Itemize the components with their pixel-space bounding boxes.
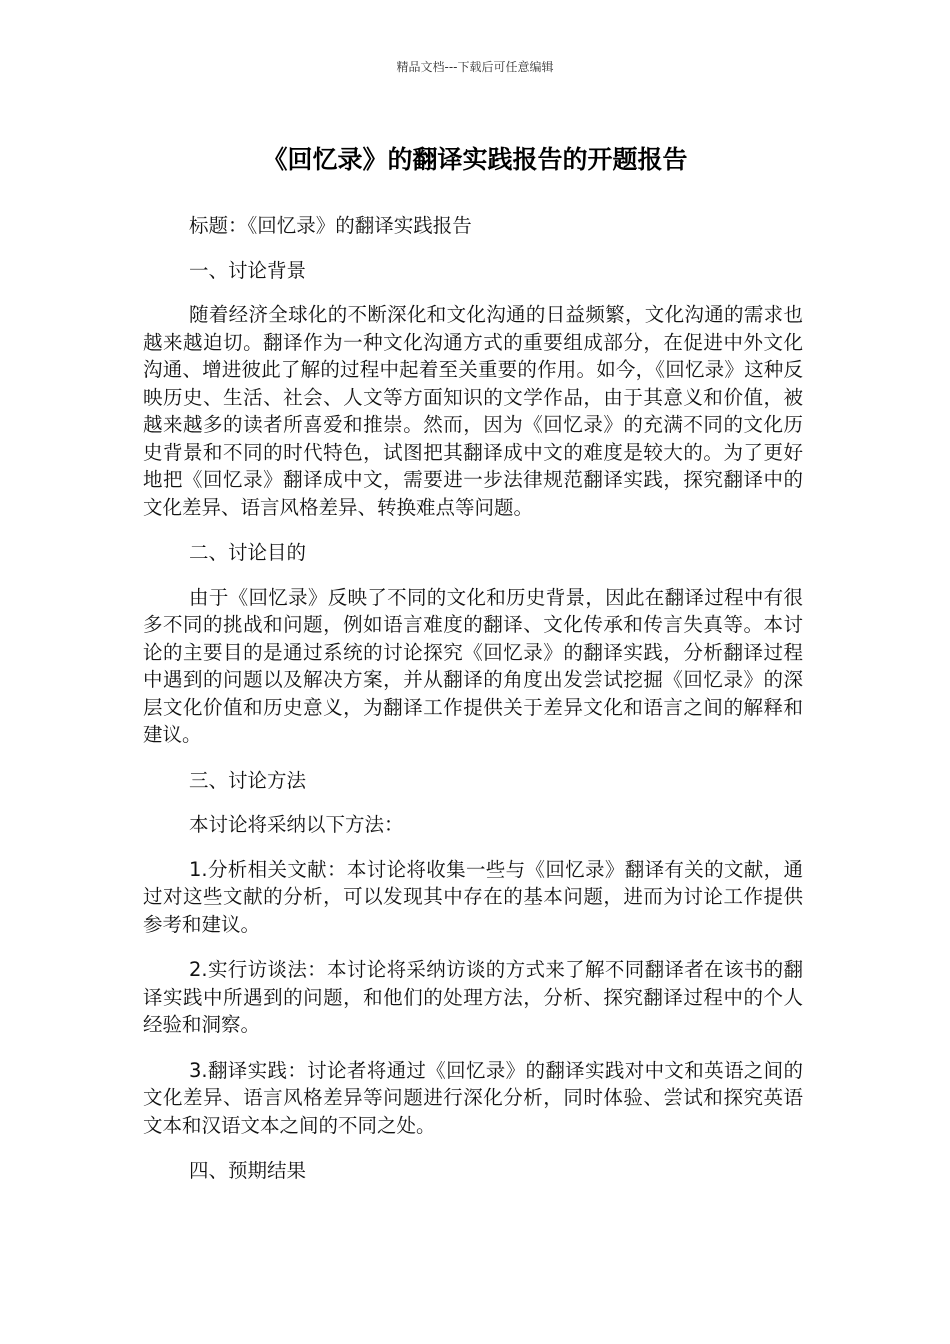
paragraph-background: 随着经济全球化的不断深化和文化沟通的日益频繁，文化沟通的需求也越来越迫切。翻译作为一种文化沟通方式的重要组成部分，在促进中外文化沟通、增进彼此了解的过程中起着至关重要的作用。如今，《回忆录》这种反映历史、生活、社会、人文等方面知识的文学作品，由于其意义和价值，被越来越多的读者所喜爱和推崇。然而，因为《回忆录》的充满不同的文化历史背景和不同的时代特色，试图把其翻译成中文的难度是较大的。为了更好地把《回忆录》翻译成中文，需要进一步法律规范翻译实践，探究翻译中的文化差异、语言风格差异、转换难点等问题。 — [143, 303, 803, 519]
list-item-method-3: 3.翻译实践：讨论者将通过《回忆录》的翻译实践对中文和英语之间的文化差异、语言风格差异等问题进行深化分析，同时体验、尝试和探究英语文本和汉语文本之间的不同之处。 — [143, 1058, 803, 1137]
list-item-method-2: 2.实行访谈法：本讨论将采纳访谈的方式来了解不同翻译者在该书的翻译实践中所遇到的问题，和他们的处理方法，分析、探究翻译过程中的个人经验和洞察。 — [143, 958, 803, 1036]
document-body — [143, 212, 803, 1202]
section-heading-background: 一、讨论背景 — [189, 258, 307, 282]
section-heading-method: 三、讨论方法 — [189, 768, 307, 792]
document-title: 《回忆录》的翻译实践报告的开题报告 — [262, 145, 688, 174]
section-heading-purpose: 二、讨论目的 — [189, 541, 307, 564]
subtitle-line: 标题：《回忆录》的翻译实践报告 — [189, 214, 472, 237]
paragraph-method-intro: 本讨论将采纳以下方法： — [189, 813, 404, 836]
section-heading-expected-results: 四、预期结果 — [189, 1159, 307, 1182]
page-header: 精品文档---下载后可任意编辑 — [396, 60, 554, 74]
list-item-method-1: 1.分析相关文献：本讨论将收集一些与《回忆录》翻译有关的文献，通过对这些文献的分析，可以发现其中存在的基本问题，进而为讨论工作提供参考和建议。 — [143, 857, 803, 936]
paragraph-purpose: 由于《回忆录》反映了不同的文化和历史背景，因此在翻译过程中有很多不同的挑战和问题，例如语言难度的翻译、文化传承和传言失真等。本讨论的主要目的是通过系统的讨论探究《回忆录》的翻译实践，分析翻译过程中遇到的问题以及解决方案，并从翻译的角度出发尝试挖掘《回忆录》的深层文化价值和历史意义，为翻译工作提供关于差异文化和语言之间的解释和建议。 — [143, 585, 803, 746]
